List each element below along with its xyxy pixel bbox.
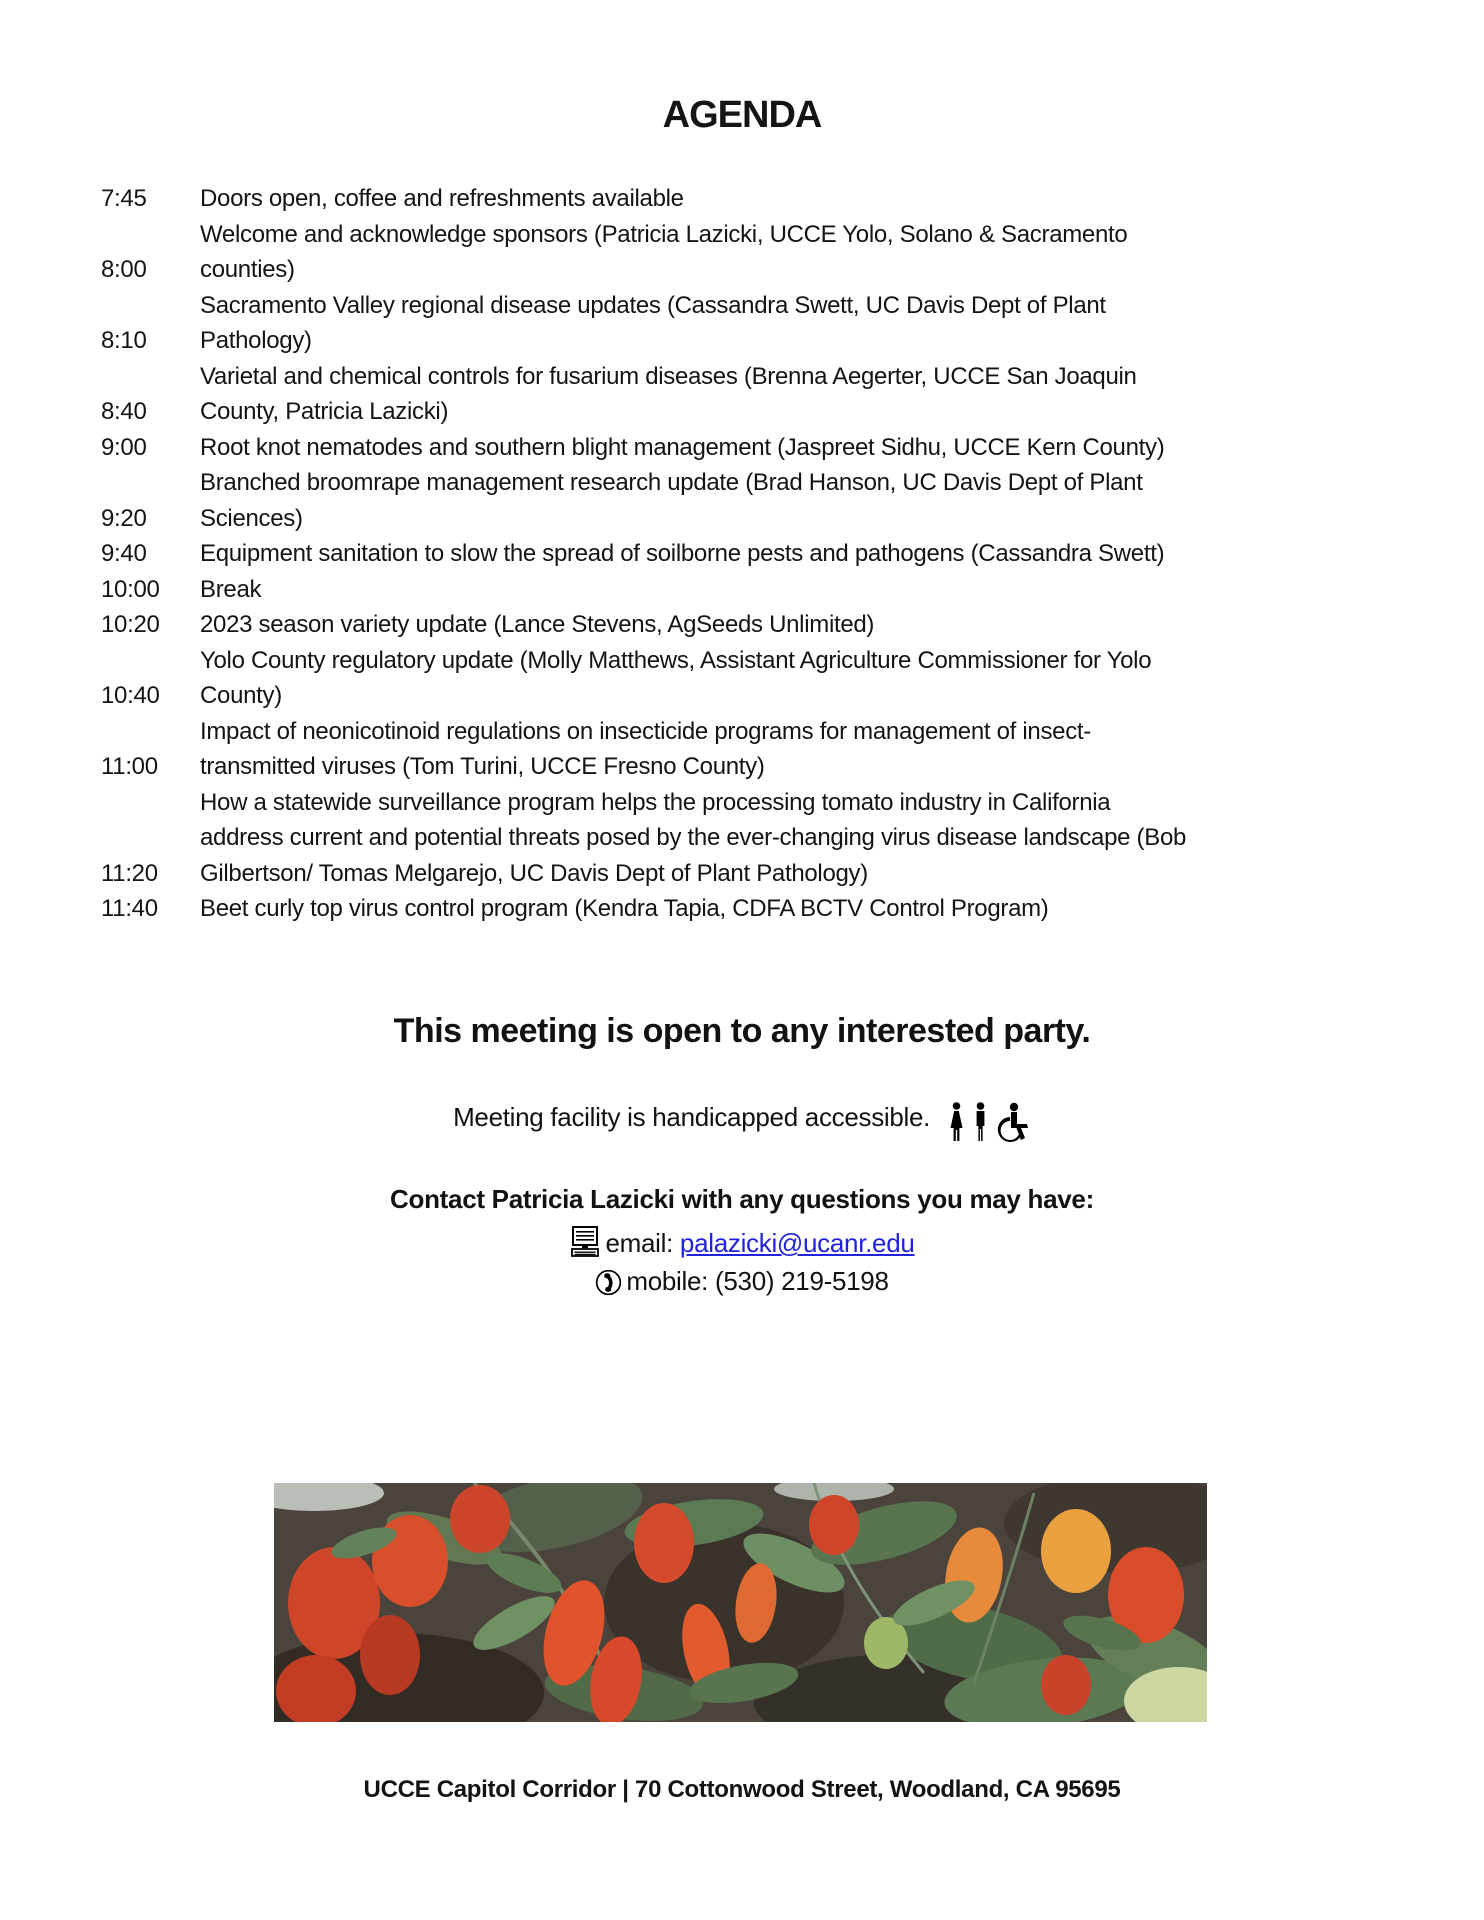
agenda-line: County) <box>200 682 282 709</box>
agenda-description <box>200 607 1186 643</box>
agenda-line: address current and potential threats posed by the ever-changing virus disease landscape (Bob <box>200 824 1187 851</box>
agenda-time: 9:20 <box>101 504 147 532</box>
agenda-description <box>200 643 1186 714</box>
agenda-row <box>101 643 1186 714</box>
agenda-row <box>101 607 1186 643</box>
woman-icon <box>949 1102 964 1142</box>
email-link[interactable]: palazicki@ucanr.edu <box>679 1228 915 1258</box>
agenda-description <box>200 536 1186 572</box>
computer-icon <box>569 1226 601 1258</box>
agenda-line: Sacramento Valley regional disease updates (Cassandra Swett, UC Davis Dept of Plant <box>200 291 1106 319</box>
agenda-line: How a statewide surveillance program helps the processing tomato industry in California <box>200 788 1111 816</box>
tomato-field-photo <box>274 1483 1207 1722</box>
mobile-number: (530) 219-5198 <box>715 1266 889 1296</box>
accessibility-note <box>0 1102 1484 1142</box>
agenda-line: Sciences) <box>200 504 303 532</box>
agenda-description <box>200 714 1186 785</box>
agenda-line: 2023 season variety update (Lance Stevens, AgSeeds Unlimited) <box>200 611 875 638</box>
agenda-description <box>200 288 1186 359</box>
agenda-description <box>200 217 1186 288</box>
agenda-line: Root knot nematodes and southern blight management (Jaspreet Sidhu, UCCE Kern County) <box>200 433 1165 461</box>
agenda-line: Gilbertson/ Tomas Melgarejo, UC Davis Dept of Plant Pathology) <box>200 859 868 887</box>
agenda-line: County, Patricia Lazicki) <box>200 398 449 425</box>
agenda-description <box>200 359 1186 430</box>
wheelchair-icon <box>997 1102 1031 1142</box>
contact-heading: Contact Patricia Lazicki with any questions you may have: <box>390 1184 1094 1214</box>
agenda-line: Branched broomrape management research update (Brad Hanson, UC Davis Dept of Plant <box>200 469 1143 496</box>
agenda-description <box>200 785 1186 892</box>
agenda-row <box>101 217 1186 288</box>
agenda-line: Doors open, coffee and refreshments available <box>200 185 684 212</box>
agenda-row <box>101 536 1186 572</box>
agenda-line: Impact of neonicotinoid regulations on insecticide programs for management of insect- <box>200 717 1091 745</box>
agenda-row <box>101 181 1186 217</box>
agenda-description <box>200 181 1186 217</box>
agenda-time: 10:00 <box>101 575 160 603</box>
agenda-time: 10:40 <box>101 682 160 709</box>
agenda-time: 11:40 <box>101 895 158 922</box>
man-icon <box>973 1102 988 1142</box>
agenda-line: Varietal and chemical controls for fusarium diseases (Brenna Aegerter, UCCE San Joaquin <box>200 362 1137 390</box>
agenda-row <box>101 288 1186 359</box>
agenda-row <box>101 359 1186 430</box>
agenda-time: 10:20 <box>101 611 160 638</box>
open-meeting-heading: This meeting is open to any interested party. <box>393 1012 1091 1050</box>
agenda-line: Welcome and acknowledge sponsors (Patricia Lazicki, UCCE Yolo, Solano & Sacramento <box>200 220 1128 248</box>
email-label: email: <box>605 1228 680 1258</box>
agenda-time: 11:00 <box>101 753 158 780</box>
agenda-row <box>101 891 1186 927</box>
agenda-line: Yolo County regulatory update (Molly Matthews, Assistant Agriculture Commissioner for Yolo <box>200 646 1152 674</box>
agenda-line: Pathology) <box>200 327 312 354</box>
agenda-line: Equipment sanitation to slow the spread of soilborne pests and pathogens (Cassandra Swett) <box>200 540 1165 567</box>
agenda-time: 11:20 <box>101 859 158 887</box>
contact-mobile-line <box>0 1266 1484 1297</box>
agenda-row <box>101 785 1186 892</box>
agenda-line: counties) <box>200 256 295 283</box>
agenda-description <box>200 430 1186 466</box>
accessibility-text: Meeting facility is handicapped accessible. <box>453 1102 931 1132</box>
contact-email-line <box>0 1226 1484 1259</box>
mobile-label: mobile: <box>626 1266 716 1296</box>
footer-address: UCCE Capitol Corridor | 70 Cottonwood Street, Woodland, CA 95695 <box>363 1776 1121 1803</box>
agenda-row <box>101 714 1186 785</box>
agenda-table-body <box>101 181 1186 927</box>
agenda-line: transmitted viruses (Tom Turini, UCCE Fresno County) <box>200 753 765 780</box>
agenda-time: 8:10 <box>101 327 147 354</box>
agenda-table <box>101 181 1186 927</box>
page-title: AGENDA <box>662 94 822 136</box>
telephone-icon <box>595 1269 622 1296</box>
agenda-line: Beet curly top virus control program (Kendra Tapia, CDFA BCTV Control Program) <box>200 895 1049 922</box>
agenda-description <box>200 465 1186 536</box>
agenda-time: 8:40 <box>101 398 147 425</box>
agenda-row <box>101 465 1186 536</box>
agenda-description <box>200 891 1186 927</box>
agenda-time: 8:00 <box>101 256 147 283</box>
accessibility-icons <box>947 1102 1031 1142</box>
agenda-row <box>101 572 1186 608</box>
agenda-time: 9:40 <box>101 540 147 567</box>
agenda-time: 7:45 <box>101 185 147 212</box>
agenda-time: 9:00 <box>101 433 147 461</box>
agenda-row <box>101 430 1186 466</box>
agenda-description <box>200 572 1186 608</box>
agenda-line: Break <box>200 575 262 603</box>
